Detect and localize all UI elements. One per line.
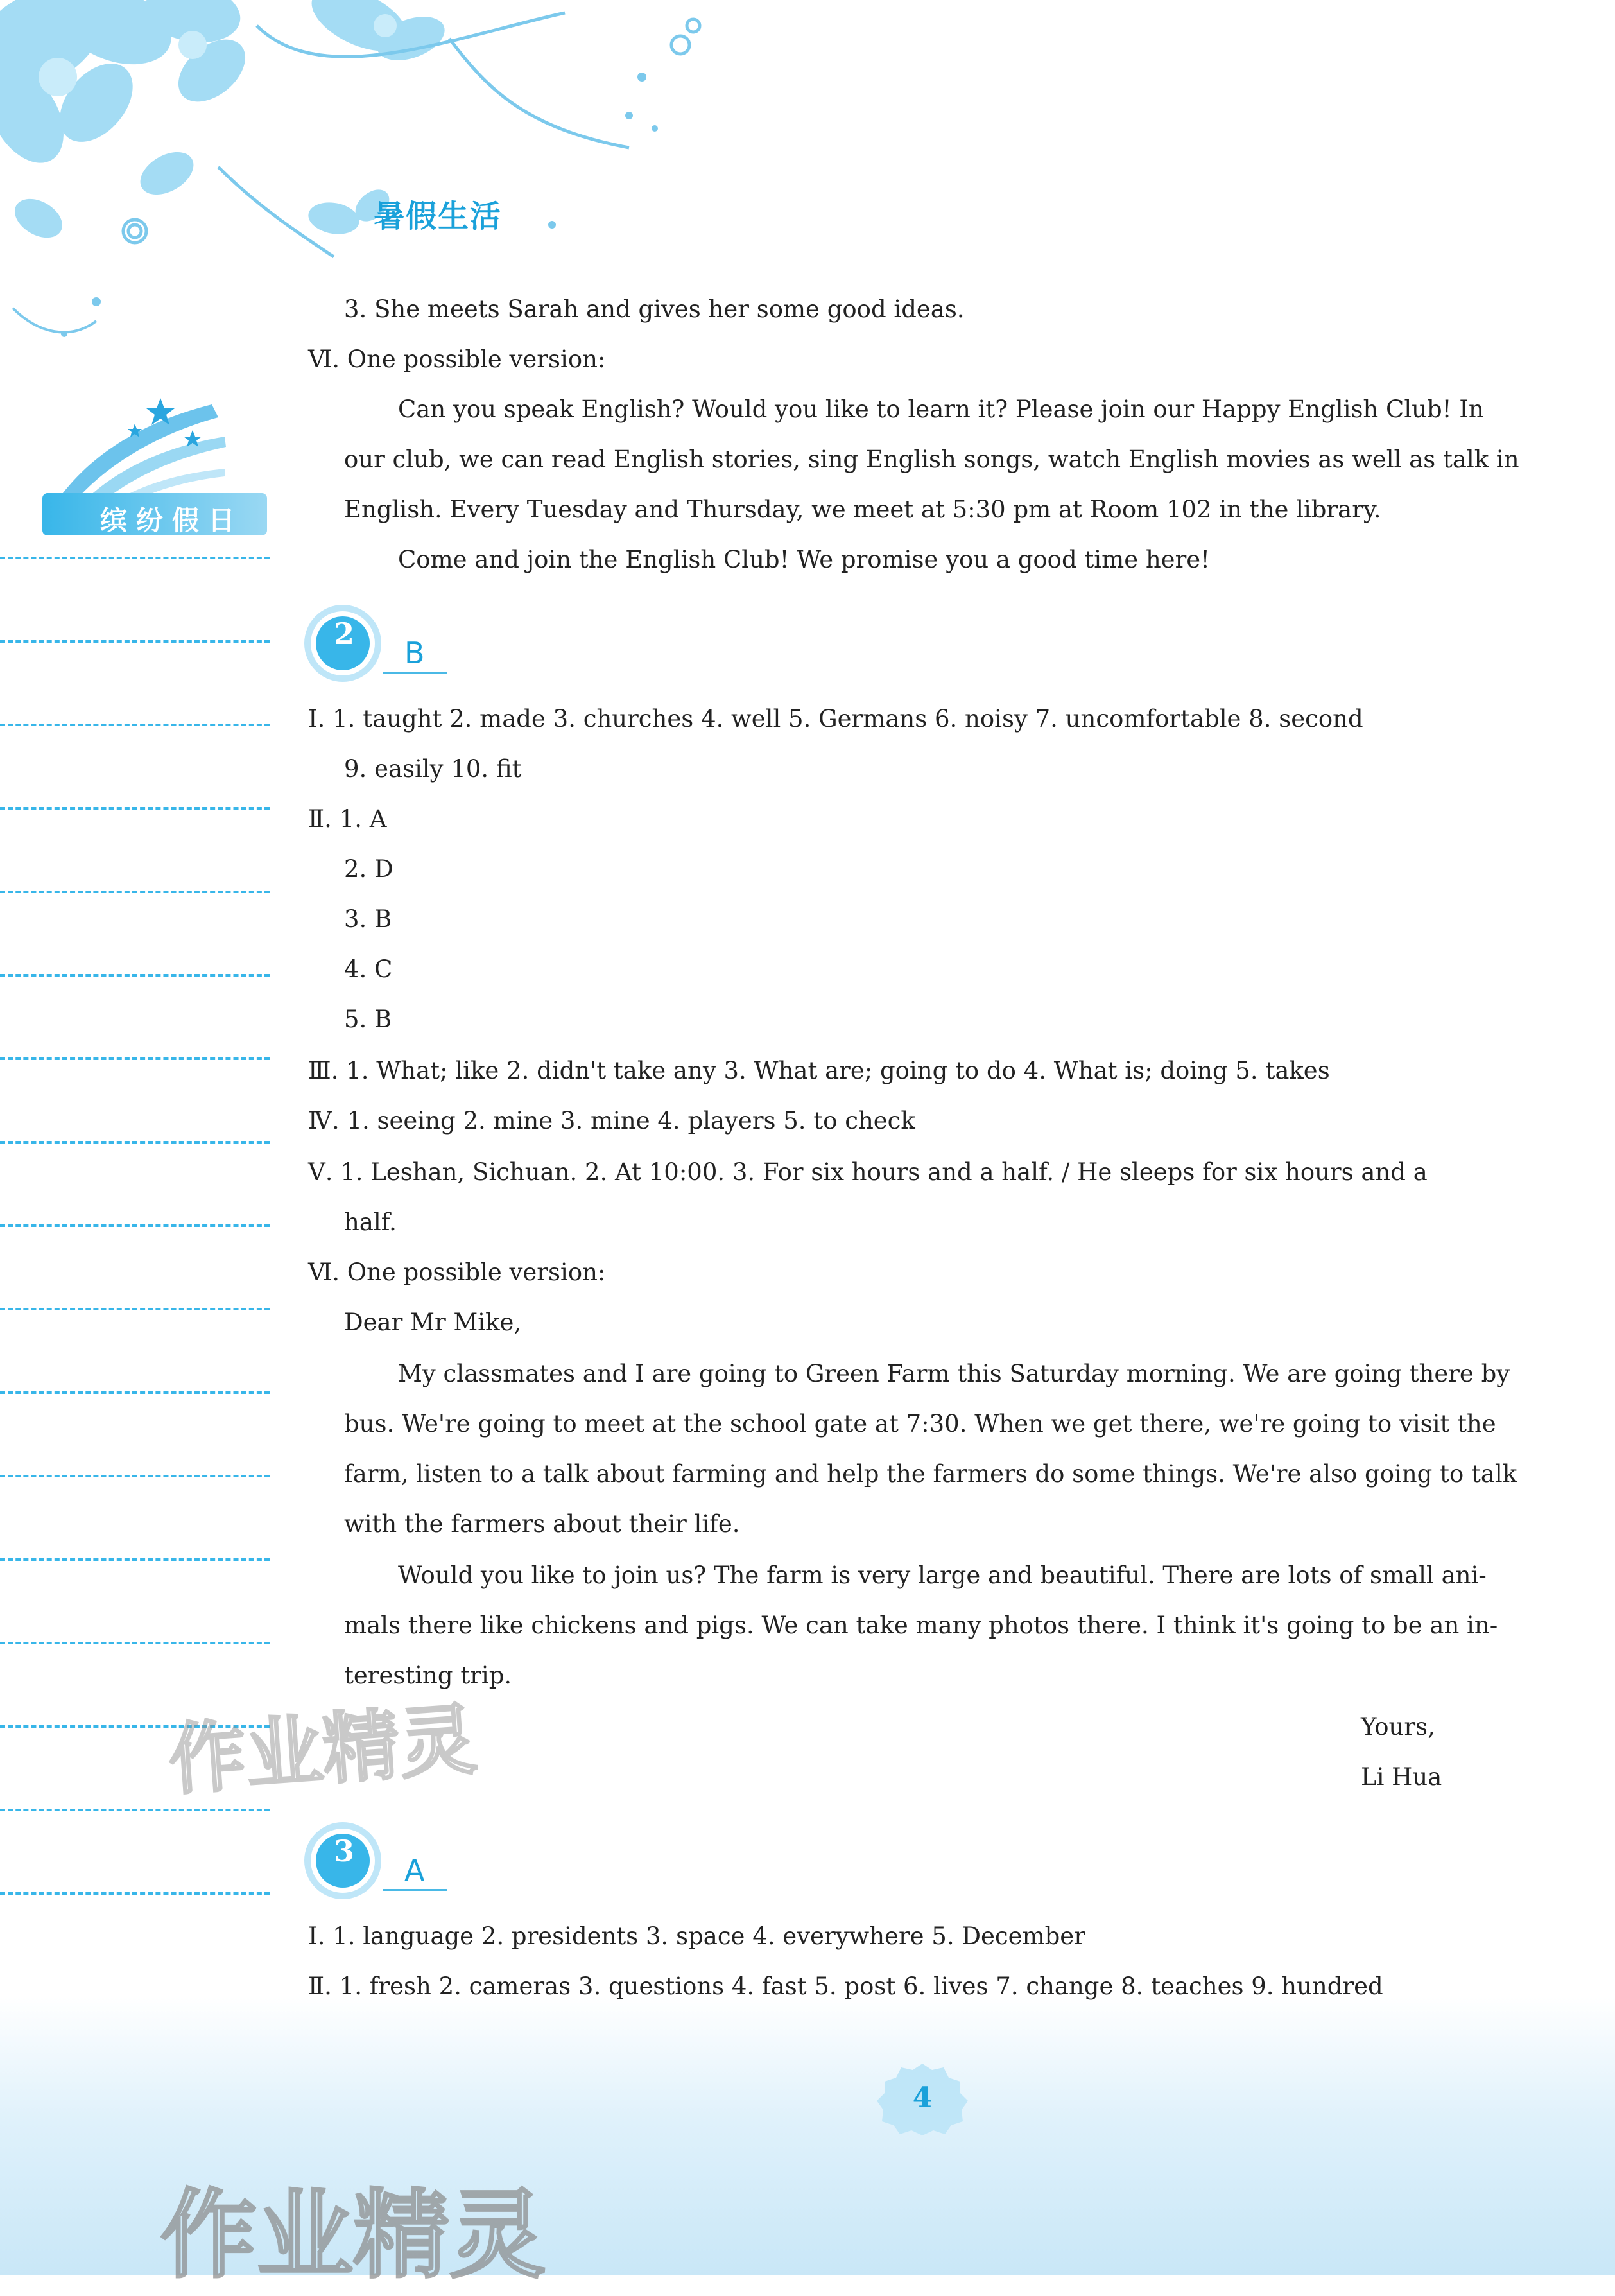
section-3-underline	[383, 1889, 447, 1891]
text-line: farm, listen to a talk about farming and help the farmers do some things. We're also going to talk	[344, 1460, 1517, 1488]
header-title: 暑假生活	[374, 198, 503, 234]
text-line: Would you like to join us? The farm is very large and beautiful. There are lots of small ani-	[398, 1561, 1487, 1589]
text-line: Ⅳ. 1. seeing 2. mine 3. mine 4. players 5. to check	[308, 1107, 915, 1135]
margin-dash-line	[0, 1809, 270, 1811]
margin-dash-line	[0, 1308, 270, 1310]
text-line: Ⅵ. One possible version:	[308, 1258, 606, 1286]
text-line: with the farmers about their life.	[344, 1510, 740, 1538]
page-number-badge	[874, 2061, 971, 2135]
text-line: Ⅲ. 1. What; like 2. didn't take any 3. What are; going to do 4. What is; doing 5. takes	[308, 1057, 1330, 1084]
text-line: teresting trip.	[344, 1662, 512, 1689]
section-3-letter: A	[404, 1853, 425, 1888]
margin-dash-line	[0, 807, 270, 810]
text-line: 4. C	[344, 955, 393, 983]
signature-name: Li Hua	[1361, 1763, 1442, 1791]
text-line: Come and join the English Club! We promise you a good time here!	[398, 546, 1211, 573]
text-line: bus. We're going to meet at the school gate at 7:30. When we get there, we're going to visit the	[344, 1410, 1496, 1438]
section-2-number: 2	[334, 616, 355, 651]
closing-line: Yours,	[1361, 1713, 1435, 1741]
text-line: Ⅱ. 1. fresh 2. cameras 3. questions 4. fast 5. post 6. lives 7. change 8. teaches 9. hundred	[308, 1972, 1383, 2000]
text-line: 5. B	[344, 1005, 392, 1033]
watermark-footer: 作业精灵	[160, 2180, 546, 2292]
margin-dash-line	[0, 974, 270, 977]
section-3-number: 3	[334, 1834, 355, 1868]
margin-dash-line	[0, 1057, 270, 1060]
text-line: our club, we can read English stories, sing English songs, watch English movies as well as talk in	[344, 446, 1519, 473]
section-2-underline	[383, 672, 447, 674]
margin-dash-line	[0, 1391, 270, 1394]
margin-dash-line	[0, 1892, 270, 1895]
margin-dash-line	[0, 1558, 270, 1561]
text-line: 2. D	[344, 855, 393, 883]
margin-dash-line	[0, 1475, 270, 1477]
sidebar-badge-label: 缤纷假日	[100, 505, 245, 536]
margin-dash-line	[0, 1224, 270, 1227]
text-line: 3. B	[344, 905, 392, 933]
text-line: Ⅰ. 1. taught 2. made 3. churches 4. well 5. Germans 6. noisy 7. uncomfortable 8. second	[308, 705, 1363, 733]
sidebar-badge	[42, 493, 267, 535]
text-line: Ⅴ. 1. Leshan, Sichuan. 2. At 10:00. 3. For six hours and a half. / He sleeps for six hours and a	[308, 1158, 1428, 1186]
text-line: mals there like chickens and pigs. We can take many photos there. I think it's going to be an in-	[344, 1612, 1498, 1639]
section-2-letter: B	[404, 636, 425, 670]
page-number: 4	[912, 2082, 933, 2114]
text-line: Ⅰ. 1. language 2. presidents 3. space 4. everywhere 5. December	[308, 1922, 1085, 1950]
text-line: 3. She meets Sarah and gives her some good ideas.	[344, 295, 965, 323]
text-line: English. Every Tuesday and Thursday, we meet at 5:30 pm at Room 102 in the library.	[344, 496, 1381, 523]
margin-dash-line	[0, 640, 270, 643]
text-line: Ⅱ. 1. A	[308, 805, 387, 833]
text-line: Dear Mr Mike,	[344, 1309, 522, 1336]
text-line: 9. easily 10. fit	[344, 755, 522, 783]
text-line: Can you speak English? Would you like to learn it? Please join our Happy English Club! In	[398, 396, 1484, 423]
margin-dash-line	[0, 557, 270, 559]
margin-dash-line	[0, 891, 270, 893]
margin-dash-line	[0, 1141, 270, 1144]
watermark: 作业精灵	[166, 1695, 479, 1806]
margin-dash-line	[0, 724, 270, 726]
text-line: My classmates and I are going to Green Farm this Saturday morning. We are going there by	[398, 1360, 1510, 1387]
text-line: Ⅵ. One possible version:	[308, 345, 606, 373]
text-line: half.	[344, 1208, 397, 1236]
margin-dash-line	[0, 1642, 270, 1644]
